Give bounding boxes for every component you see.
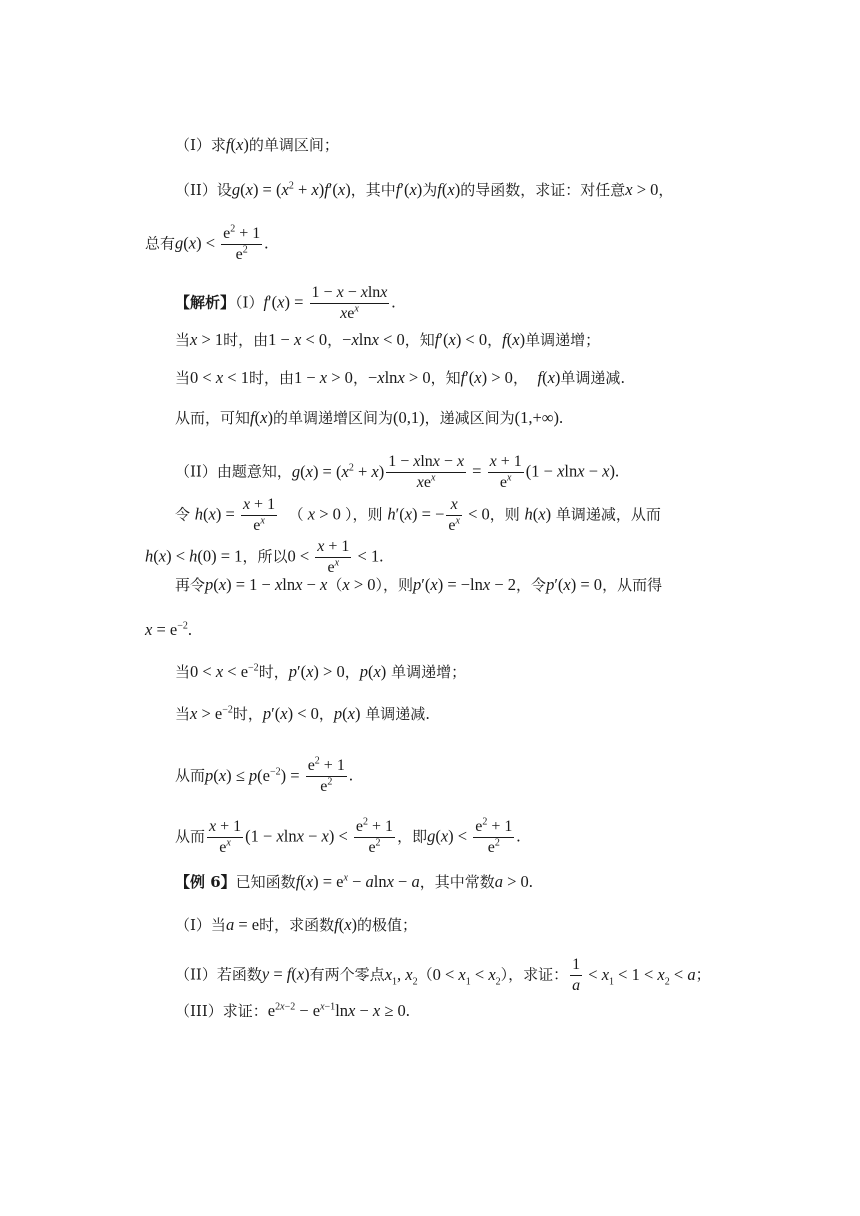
example-6-header: 【例 6】已知函数$f(x) = e^x - alnx - a$，其中常数a > 0. <box>175 872 533 891</box>
solution-part-2-line-9: 从而 $\frac{x + 1}{e^x}$ (1 − xlnx − x) < $\frac{e^2 + 1}{e^2}$ ，即g(x) < $\frac{e^2 + 1}{e^2}$ . <box>175 816 521 856</box>
example-6-part-3: （III）求证：$e^{2x-2} - e^{x-1}\ln x - x \ge 0$. <box>175 1001 410 1020</box>
problem-part-2-conclusion: 总有g(x) < $\frac{e^2 + 1}{e^2}$ . <box>145 223 269 263</box>
solution-line-3: 从而，可知f(x)的单调递增区间为(0,1)，递减区间为(1,+∞). <box>175 408 564 427</box>
solution-part-2-line-4: 再令p(x) = 1 − xlnx − x（x > 0），则p′(x) = −lnx − 2，令p′(x) = 0，从而得 <box>175 575 663 594</box>
solution-part-2-line-5: $x = e^{-2}$. <box>145 620 192 639</box>
solution-part-2-line-2: 令 h(x) = $\frac{x + 1}{e^x}$ （ x > 0 ），则 h′(x) = − $\frac{x}{e^x}$ < 0，则 h(x) 单调递减，从而 <box>175 496 661 534</box>
solution-part-2-line-3: h(x) < h(0) = 1，所以0 < $\frac{x + 1}{e^x}$ < 1. <box>145 538 384 576</box>
solution-part-2-line-6: 当$0 < x < e^{-2}$时，p′(x) > 0，p(x) 单调递增； <box>175 662 467 681</box>
solution-line-2: 当0 < x < 1时，由1 − x > 0，−xlnx > 0，知f′(x) > 0， f(x)单调递减. <box>175 368 626 387</box>
problem-part-2: （II）设$g(x) = (x^2 + x)f'(x)$，其中f′(x)为f(x)的导函数，求证：对任意x > 0， <box>175 180 674 199</box>
solution-part-2-line-8: 从而$p(x) \le p(e^{-2})$ = $\frac{e^2 + 1}{e^2}$ . <box>175 755 353 795</box>
solution-part-2-line-1: （II）由题意知，$g(x) = (x^2 + x)$ $\frac{1 - xlnx - x}{xe^x}$ = $\frac{x + 1}{e^x}$ (1 − xlnx − x). <box>175 453 620 491</box>
example-6-part-1: （I）当a = e时，求函数f(x)的极值； <box>175 915 418 934</box>
problem-part-1: （I）求f(x)的单调区间； <box>175 135 339 154</box>
solution-part-2-line-7: 当$x > e^{-2}$时，p′(x) < 0，p(x) 单调递减. <box>175 704 431 723</box>
solution-line-1: 当x > 1时，由1 − x < 0，−xlnx < 0，知f′(x) < 0，f(x)单调递增； <box>175 330 601 349</box>
solution-header: 【解析】（I）f′(x) = $\frac{1 - x - xlnx}{xe^x}$ . <box>175 284 396 322</box>
example-6-part-2: （II）若函数y = f(x)有两个零点$x_1$, $x_2(0 < x_1 < x_2)$，求证： $\frac{1}{a}$ < $x_1 < 1 < x_2 < a$； <box>175 956 711 994</box>
